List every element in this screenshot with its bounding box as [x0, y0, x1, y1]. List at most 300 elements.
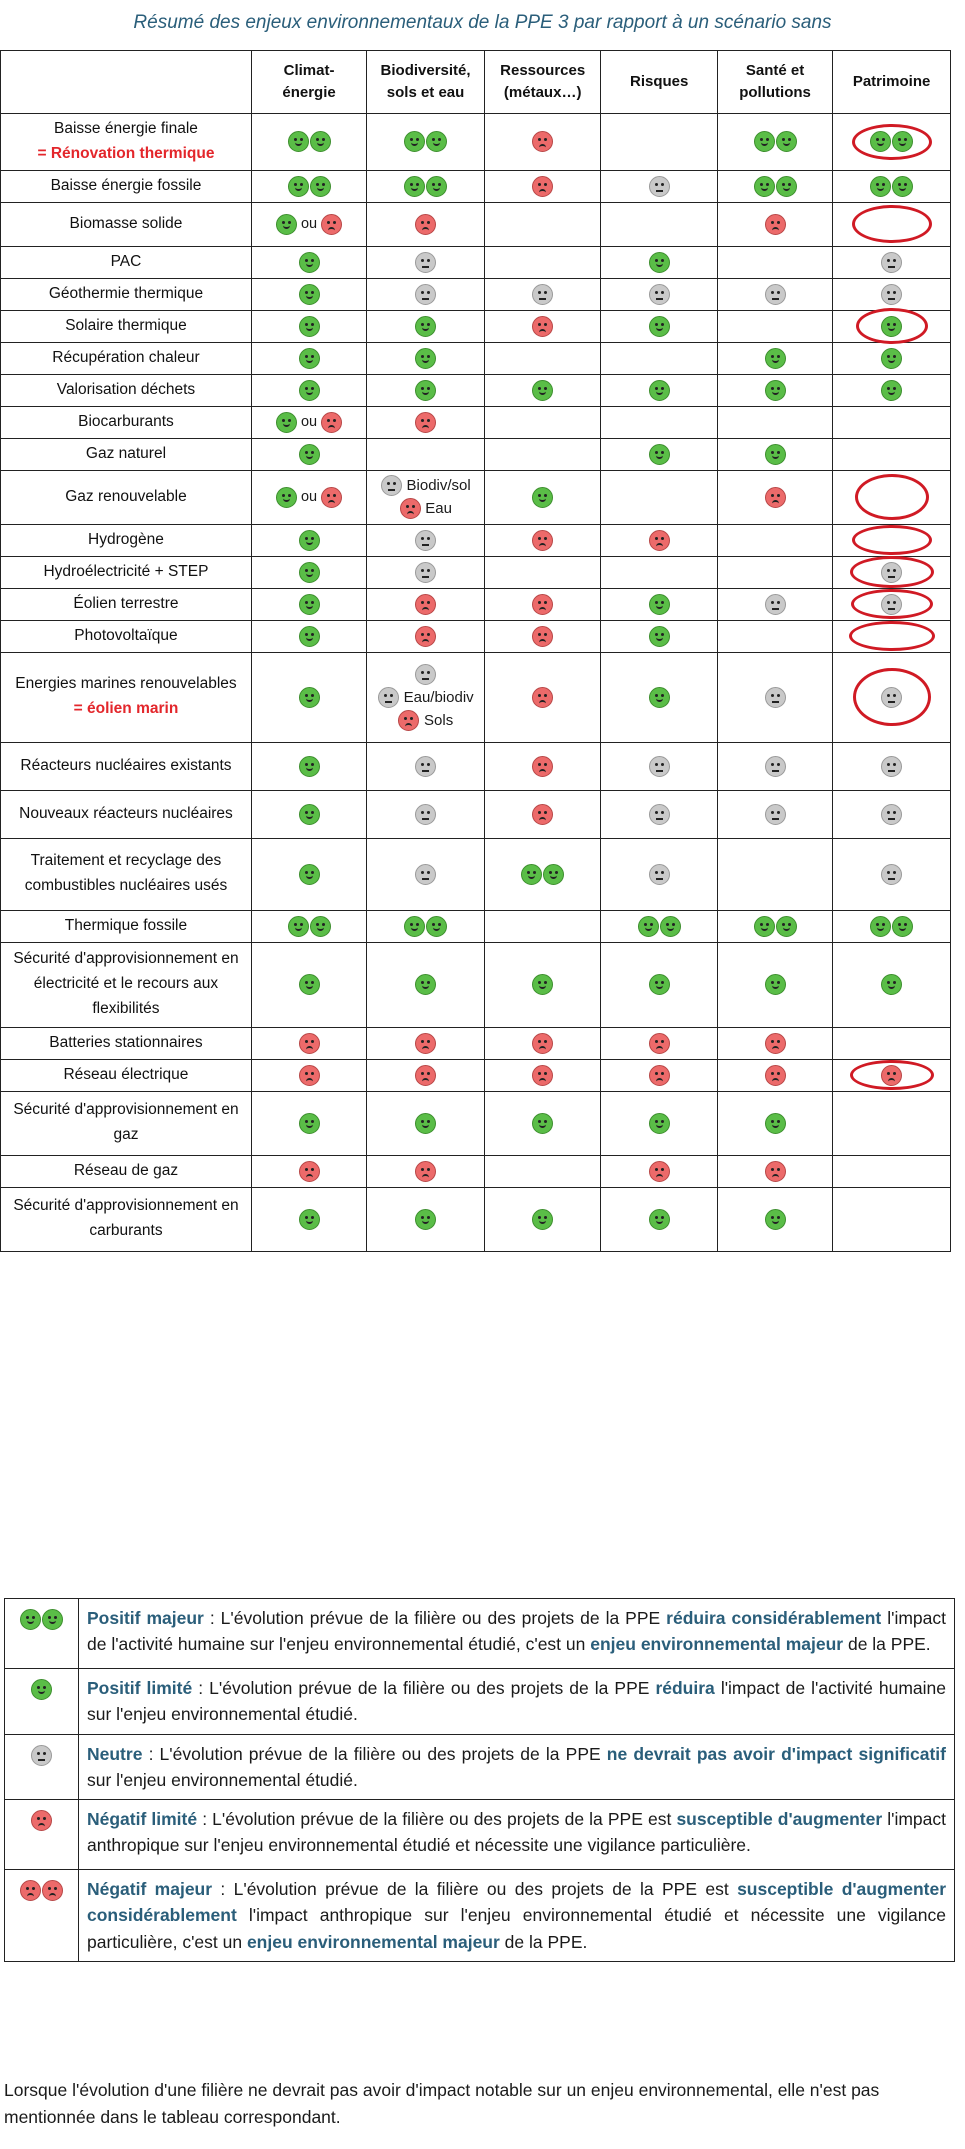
negative-face-icon: [321, 412, 342, 433]
positive-face-icon: [870, 916, 891, 937]
positive-face-icon: [299, 284, 320, 305]
cell-sante: [717, 114, 832, 171]
legend-row: [5, 1870, 955, 1962]
cell-sante: [717, 470, 832, 524]
neutral-face-icon: [415, 562, 436, 583]
negative-face-icon: [299, 1065, 320, 1086]
row-label: [1, 202, 252, 246]
row-securite-carburants: [1, 1187, 951, 1251]
cell-climat: [251, 1027, 366, 1059]
row-label: [1, 1155, 252, 1187]
cell-biodiversite: [367, 342, 485, 374]
negative-face-icon: [765, 487, 786, 508]
negative-face-icon: [765, 1033, 786, 1054]
cell-patrimoine: [833, 310, 951, 342]
positive-face-icon: [404, 176, 425, 197]
neutral-face-icon: [765, 594, 786, 615]
neutral-face-icon: [765, 804, 786, 825]
cell-ressources: [484, 588, 601, 620]
negative-face-icon: [649, 1161, 670, 1182]
cell-sante: [717, 438, 832, 470]
legend-row: [5, 1599, 955, 1669]
legend-icon: [5, 1599, 79, 1669]
cell-risques: [601, 374, 718, 406]
positive-face-icon: [299, 348, 320, 369]
row-label-text: Nouveaux réacteurs nucléaires: [19, 804, 233, 822]
neutral-face-icon: [881, 284, 902, 305]
row-label-text: Réseau électrique: [63, 1065, 189, 1083]
cell-biodiversite: [367, 838, 485, 910]
cell-biodiversite: [367, 652, 485, 742]
cell-patrimoine: [833, 202, 951, 246]
cell-biodiversite: [367, 170, 485, 202]
negative-face-icon: [415, 1161, 436, 1182]
cell-patrimoine: [833, 1027, 951, 1059]
positive-face-icon: [42, 1609, 63, 1630]
row-batteries-stationnaires: [1, 1027, 951, 1059]
row-baisse-energie-fossile: [1, 170, 951, 202]
cell-risques: [601, 838, 718, 910]
cell-biodiversite: [367, 790, 485, 838]
cell-patrimoine: [833, 620, 951, 652]
row-sublabel: = éolien marin: [73, 700, 179, 718]
row-photovoltaique: [1, 620, 951, 652]
positive-face-icon: [765, 974, 786, 995]
legend-icon: [5, 1800, 79, 1870]
positive-face-icon: [299, 626, 320, 647]
cell-climat: [251, 556, 366, 588]
row-label-text: Photovoltaïque: [74, 626, 178, 644]
positive-face-icon: [426, 176, 447, 197]
cell-sante: [717, 246, 832, 278]
row-label: [1, 588, 252, 620]
positive-face-icon: [881, 974, 902, 995]
legend-row: [5, 1734, 955, 1800]
row-label: [1, 1187, 252, 1251]
negative-face-icon: [415, 626, 436, 647]
footnote: Lorsque l'évolution d'une filière ne devrait pas avoir d'impact notable sur un enjeu environnemental, elle n'est pas mentionnée dans le tableau correspondant.: [4, 2080, 880, 2128]
positive-face-icon: [649, 594, 670, 615]
row-label-text: Sécurité d'approvisionnement en électricité et le recours aux flexibilités: [13, 950, 239, 1017]
positive-face-icon: [892, 131, 913, 152]
row-baisse-energie-finale: [1, 114, 951, 171]
cell-patrimoine: [833, 556, 951, 588]
row-reacteurs-existants: [1, 742, 951, 790]
negative-face-icon: [321, 214, 342, 235]
row-label-text: Biomasse solide: [69, 214, 183, 232]
cell-biodiversite: [367, 1187, 485, 1251]
positive-face-icon: [310, 176, 331, 197]
cell-ressources: [484, 790, 601, 838]
positive-face-icon: [532, 1113, 553, 1134]
positive-face-icon: [276, 487, 297, 508]
cell-text: Sols: [419, 711, 454, 729]
cell-risques: [601, 342, 718, 374]
highlight-circle: [849, 621, 935, 651]
positive-face-icon: [310, 916, 331, 937]
header-sante: Santé et pollutions: [717, 51, 832, 114]
neutral-face-icon: [415, 804, 436, 825]
row-valorisation-dechets: [1, 374, 951, 406]
cell-risques: [601, 406, 718, 438]
row-reseau-electrique: [1, 1059, 951, 1091]
positive-face-icon: [288, 916, 309, 937]
cell-patrimoine: [833, 910, 951, 942]
cell-ressources: [484, 406, 601, 438]
neutral-face-icon: [649, 284, 670, 305]
cell-patrimoine: [833, 278, 951, 310]
positive-face-icon: [881, 380, 902, 401]
cell-ressources: [484, 114, 601, 171]
positive-face-icon: [415, 1113, 436, 1134]
cell-line: [367, 686, 484, 709]
cell-biodiversite: [367, 278, 485, 310]
neutral-face-icon: [378, 687, 399, 708]
neutral-face-icon: [881, 804, 902, 825]
row-label-text: Traitement et recyclage des combustibles nucléaires usés: [24, 852, 228, 895]
row-label-text: Baisse énergie finale: [54, 120, 198, 137]
row-label: [1, 342, 252, 374]
cell-climat: [251, 942, 366, 1027]
positive-face-icon: [415, 1209, 436, 1230]
negative-face-icon: [532, 1065, 553, 1086]
positive-face-icon: [754, 916, 775, 937]
header-climat: Climat- énergie: [251, 51, 366, 114]
positive-face-icon: [765, 348, 786, 369]
row-label: [1, 620, 252, 652]
cell-patrimoine: [833, 838, 951, 910]
positive-face-icon: [765, 444, 786, 465]
cell-sante: [717, 1187, 832, 1251]
header-patrimoine: Patrimoine: [833, 51, 951, 114]
impact-table: [0, 50, 951, 1252]
cell-biodiversite: [367, 524, 485, 556]
neutral-face-icon: [765, 284, 786, 305]
positive-face-icon: [892, 916, 913, 937]
cell-sante: [717, 742, 832, 790]
cell-ressources: [484, 278, 601, 310]
cell-biodiversite: [367, 202, 485, 246]
cell-patrimoine: [833, 652, 951, 742]
negative-face-icon: [299, 1033, 320, 1054]
row-label: [1, 1091, 252, 1155]
row-label-text: Sécurité d'approvisionnement en gaz: [13, 1101, 239, 1144]
row-label-text: Solaire thermique: [65, 316, 187, 334]
neutral-face-icon: [765, 756, 786, 777]
row-traitement-recyclage: [1, 838, 951, 910]
positive-face-icon: [299, 594, 320, 615]
neutral-face-icon: [881, 687, 902, 708]
cell-ressources: [484, 742, 601, 790]
cell-ressources: [484, 438, 601, 470]
cell-climat: [251, 342, 366, 374]
cell-sante: [717, 342, 832, 374]
row-label: [1, 310, 252, 342]
row-thermique-fossile: [1, 910, 951, 942]
row-label: [1, 790, 252, 838]
neutral-face-icon: [881, 864, 902, 885]
negative-face-icon: [415, 214, 436, 235]
cell-climat: [251, 1187, 366, 1251]
cell-risques: [601, 1187, 718, 1251]
row-label: [1, 742, 252, 790]
neutral-face-icon: [532, 284, 553, 305]
positive-face-icon: [299, 444, 320, 465]
cell-patrimoine: [833, 114, 951, 171]
positive-face-icon: [649, 626, 670, 647]
cell-sante: [717, 942, 832, 1027]
cell-climat: [251, 652, 366, 742]
cell-sante: [717, 556, 832, 588]
cell-line: [367, 709, 484, 732]
header-ressources: Ressources (métaux…): [484, 51, 601, 114]
positive-face-icon: [404, 131, 425, 152]
cell-climat: [251, 406, 366, 438]
row-eolien-terrestre: [1, 588, 951, 620]
legend-text: Positif majeur : L'évolution prévue de la filière ou des projets de la PPE réduira considérablement l'impact de l'activité humaine sur l'enjeu environnemental étudié, c'est un enjeu environnemental majeur de la PPE.: [79, 1599, 955, 1669]
cell-climat: [251, 790, 366, 838]
cell-ressources: [484, 342, 601, 374]
neutral-face-icon: [649, 864, 670, 885]
row-label: [1, 470, 252, 524]
row-label: [1, 1059, 252, 1091]
cell-biodiversite: [367, 310, 485, 342]
cell-biodiversite: [367, 620, 485, 652]
negative-face-icon: [532, 756, 553, 777]
negative-face-icon: [881, 1065, 902, 1086]
row-recuperation-chaleur: [1, 342, 951, 374]
cell-line: [367, 474, 484, 497]
positive-face-icon: [649, 316, 670, 337]
cell-ressources: [484, 838, 601, 910]
cell-climat: [251, 1091, 366, 1155]
legend-text: Positif limité : L'évolution prévue de la filière ou des projets de la PPE réduira l'impact de l'activité humaine sur l'enjeu environnemental étudié.: [79, 1669, 955, 1735]
cell-risques: [601, 790, 718, 838]
or-text: ou: [300, 489, 318, 506]
positive-face-icon: [299, 756, 320, 777]
negative-face-icon: [42, 1880, 63, 1901]
positive-face-icon: [299, 252, 320, 273]
row-hydrogene: [1, 524, 951, 556]
positive-face-icon: [521, 864, 542, 885]
row-label-text: Baisse énergie fossile: [50, 176, 202, 194]
row-gaz-renouvelable: [1, 470, 951, 524]
positive-face-icon: [532, 974, 553, 995]
cell-risques: [601, 910, 718, 942]
cell-biodiversite: [367, 470, 485, 524]
positive-face-icon: [299, 974, 320, 995]
negative-face-icon: [765, 1161, 786, 1182]
row-label-text: Sécurité d'approvisionnement en carburants: [13, 1197, 239, 1240]
cell-climat: [251, 170, 366, 202]
positive-face-icon: [415, 974, 436, 995]
positive-face-icon: [299, 1113, 320, 1134]
negative-face-icon: [532, 687, 553, 708]
or-text: ou: [300, 414, 318, 431]
row-label-text: Thermique fossile: [64, 916, 188, 934]
cell-sante: [717, 790, 832, 838]
positive-face-icon: [776, 131, 797, 152]
cell-risques: [601, 588, 718, 620]
row-label: [1, 170, 252, 202]
positive-face-icon: [765, 380, 786, 401]
negative-face-icon: [532, 804, 553, 825]
cell-sante: [717, 910, 832, 942]
cell-biodiversite: [367, 1059, 485, 1091]
cell-sante: [717, 310, 832, 342]
cell-sante: [717, 202, 832, 246]
cell-risques: [601, 652, 718, 742]
negative-face-icon: [649, 1065, 670, 1086]
row-label: [1, 652, 252, 742]
cell-patrimoine: [833, 1187, 951, 1251]
positive-face-icon: [415, 348, 436, 369]
positive-face-icon: [20, 1609, 41, 1630]
negative-face-icon: [400, 498, 421, 519]
row-label-text: Hydrogène: [88, 530, 164, 548]
cell-ressources: [484, 202, 601, 246]
cell-biodiversite: [367, 438, 485, 470]
neutral-face-icon: [415, 864, 436, 885]
cell-climat: [251, 470, 366, 524]
negative-face-icon: [765, 1065, 786, 1086]
neutral-face-icon: [881, 756, 902, 777]
cell-biodiversite: [367, 246, 485, 278]
row-label: [1, 374, 252, 406]
row-label: [1, 556, 252, 588]
cell-biodiversite: [367, 1155, 485, 1187]
cell-risques: [601, 1155, 718, 1187]
cell-climat: [251, 910, 366, 942]
legend-icon: [5, 1734, 79, 1800]
row-gaz-naturel: [1, 438, 951, 470]
positive-face-icon: [426, 131, 447, 152]
negative-face-icon: [649, 530, 670, 551]
cell-ressources: [484, 556, 601, 588]
row-label-text: Géothermie thermique: [48, 284, 204, 302]
cell-ressources: [484, 1091, 601, 1155]
positive-face-icon: [649, 687, 670, 708]
cell-sante: [717, 652, 832, 742]
row-hydroelectricite-step: [1, 556, 951, 588]
cell-ressources: [484, 1027, 601, 1059]
highlight-circle: [852, 525, 932, 555]
legend-icon: [5, 1669, 79, 1735]
row-label: [1, 1027, 252, 1059]
positive-face-icon: [649, 444, 670, 465]
row-label-text: PAC: [110, 252, 142, 270]
cell-ressources: [484, 1059, 601, 1091]
cell-ressources: [484, 310, 601, 342]
cell-risques: [601, 114, 718, 171]
cell-patrimoine: [833, 1059, 951, 1091]
negative-face-icon: [415, 412, 436, 433]
cell-ressources: [484, 1187, 601, 1251]
positive-face-icon: [299, 1209, 320, 1230]
neutral-face-icon: [415, 284, 436, 305]
cell-risques: [601, 524, 718, 556]
negative-face-icon: [20, 1880, 41, 1901]
positive-face-icon: [299, 380, 320, 401]
legend-text: Neutre : L'évolution prévue de la filière ou des projets de la PPE ne devrait pas avoir d'impact significatif sur l'enjeu environnemental étudié.: [79, 1734, 955, 1800]
header-risques: Risques: [601, 51, 718, 114]
highlight-circle: [852, 205, 932, 243]
cell-sante: [717, 1155, 832, 1187]
positive-face-icon: [754, 176, 775, 197]
legend: [4, 1598, 955, 1962]
row-label-text: Batteries stationnaires: [49, 1033, 203, 1051]
neutral-face-icon: [881, 562, 902, 583]
legend-text: Négatif majeur : L'évolution prévue de la filière ou des projets de la PPE est susceptible d'augmenter considérablement l'impact anthropique sur l'enjeu environnemental étudié et nécessite une vigilance particulière, c'est un enjeu environnemental majeur de la PPE.: [79, 1870, 955, 1962]
neutral-face-icon: [881, 252, 902, 273]
cell-ressources: [484, 470, 601, 524]
cell-risques: [601, 556, 718, 588]
row-label-text: Biocarburants: [78, 412, 174, 430]
cell-patrimoine: [833, 1091, 951, 1155]
cell-biodiversite: [367, 942, 485, 1027]
cell-ressources: [484, 942, 601, 1027]
row-label-text: Energies marines renouvelables: [15, 675, 237, 693]
cell-risques: [601, 620, 718, 652]
cell-patrimoine: [833, 342, 951, 374]
negative-face-icon: [532, 530, 553, 551]
cell-biodiversite: [367, 114, 485, 171]
cell-ressources: [484, 170, 601, 202]
cell-text: Eau/biodiv: [399, 688, 474, 706]
cell-biodiversite: [367, 374, 485, 406]
cell-sante: [717, 170, 832, 202]
negative-face-icon: [532, 131, 553, 152]
highlight-circle: [855, 474, 929, 520]
row-label: [1, 838, 252, 910]
row-label: [1, 942, 252, 1027]
cell-sante: [717, 278, 832, 310]
negative-face-icon: [321, 487, 342, 508]
cell-biodiversite: [367, 588, 485, 620]
cell-patrimoine: [833, 374, 951, 406]
cell-sante: [717, 406, 832, 438]
cell-ressources: [484, 652, 601, 742]
cell-risques: [601, 470, 718, 524]
row-nouveaux-reacteurs: [1, 790, 951, 838]
negative-face-icon: [532, 626, 553, 647]
row-label-text: Éolien terrestre: [73, 594, 179, 612]
positive-face-icon: [276, 214, 297, 235]
row-label-text: Hydroélectricité + STEP: [43, 562, 209, 580]
row-label: [1, 278, 252, 310]
positive-face-icon: [426, 916, 447, 937]
positive-face-icon: [299, 562, 320, 583]
cell-ressources: [484, 374, 601, 406]
cell-biodiversite: [367, 556, 485, 588]
row-biocarburants: [1, 406, 951, 438]
positive-face-icon: [870, 131, 891, 152]
positive-face-icon: [649, 974, 670, 995]
cell-sante: [717, 374, 832, 406]
neutral-face-icon: [649, 176, 670, 197]
positive-face-icon: [532, 380, 553, 401]
cell-patrimoine: [833, 790, 951, 838]
neutral-face-icon: [415, 252, 436, 273]
positive-face-icon: [532, 1209, 553, 1230]
row-geothermie-thermique: [1, 278, 951, 310]
cell-line: [367, 662, 484, 685]
row-label-text: Valorisation déchets: [56, 380, 196, 398]
header-blank: [1, 51, 252, 114]
cell-patrimoine: [833, 1155, 951, 1187]
positive-face-icon: [881, 316, 902, 337]
positive-face-icon: [31, 1679, 52, 1700]
